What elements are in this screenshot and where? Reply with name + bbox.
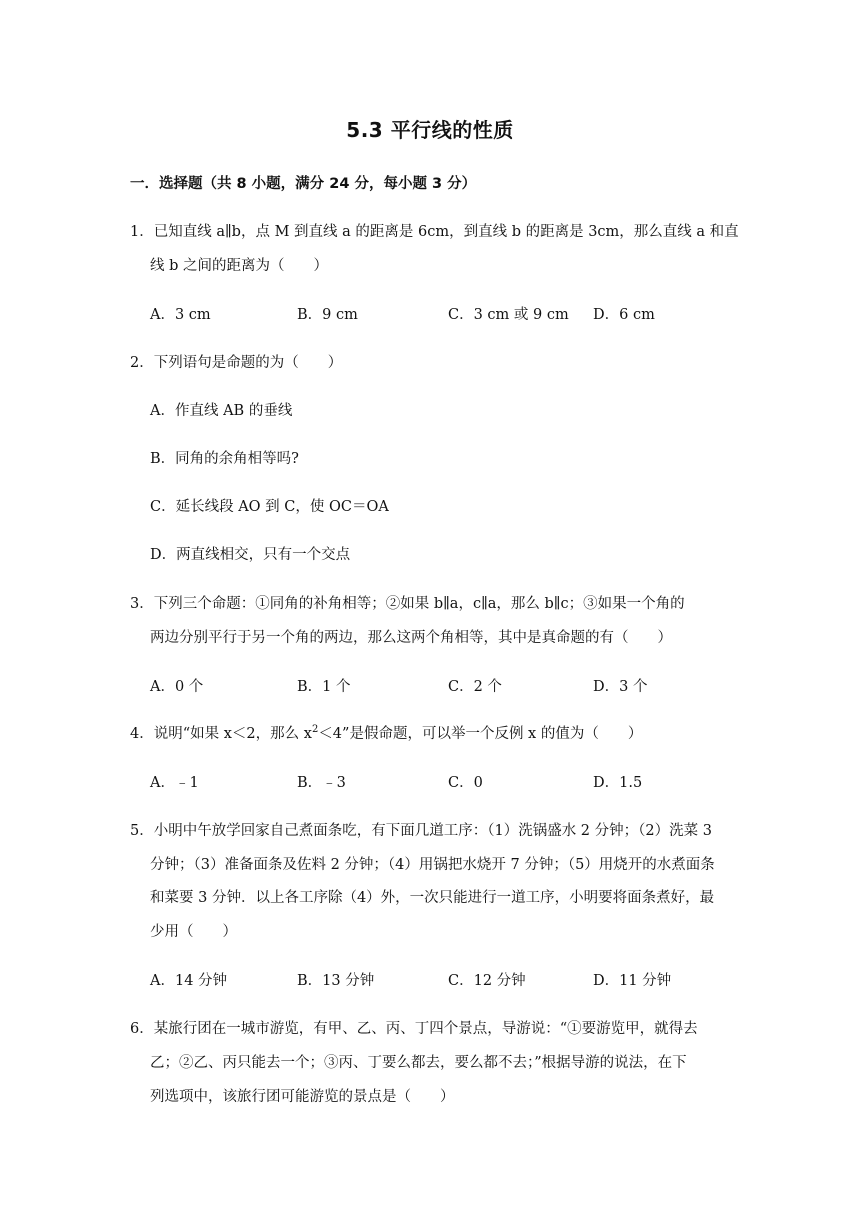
question-4-text-post: ＜4”是假命题，可以举一个反例 x 的值为（ ） <box>318 726 643 742</box>
question-6-line-1: 6．某旅行团在一城市游览，有甲、乙、丙、丁四个景点，导游说：“①要游览甲，就得去 <box>130 1021 698 1037</box>
question-3-line-2: 两边分别平行于另一个角的两边，那么这两个角相等，其中是真命题的有（ ） <box>150 630 672 646</box>
question-5-line-1: 5．小明中午放学回家自己煮面条吃，有下面几道工序：（1）洗锅盛水 2 分钟；（2）洗菜 3 <box>130 823 712 839</box>
question-6-line-2: 乙；②乙、丙只能去一个；③丙、丁要么都去，要么都不去；”根据导游的说法，在下 <box>150 1055 687 1071</box>
question-5-option-b: B．13 分钟 <box>297 973 375 989</box>
question-5-option-a: A．14 分钟 <box>150 973 228 989</box>
question-1-option-c: C．3 cm 或 9 cm <box>448 307 569 323</box>
question-4-option-a: A．﹣1 <box>150 775 199 791</box>
question-1-option-a: A．3 cm <box>150 307 211 323</box>
question-5-option-c: C．12 分钟 <box>448 973 526 989</box>
question-5-line-4: 少用（ ） <box>150 924 237 940</box>
question-3-option-a: A．0 个 <box>150 679 204 695</box>
question-3-line-1: 3．下列三个命题：①同角的补角相等；②如果 b∥a，c∥a，那么 b∥c；③如果一个角的 <box>130 596 685 612</box>
question-3-option-c: C．2 个 <box>448 679 502 695</box>
question-4-option-d: D．1.5 <box>593 775 643 791</box>
question-2-option-a: A．作直线 AB 的垂线 <box>150 403 293 419</box>
question-4-exponent: 2 <box>311 724 319 736</box>
question-1-option-b: B．9 cm <box>297 307 358 323</box>
page-title: 5.3 平行线的性质 <box>346 118 514 142</box>
question-6-line-3: 列选项中，该旅行团可能游览的景点是（ ） <box>150 1089 455 1105</box>
question-2-option-d: D．两直线相交，只有一个交点 <box>150 547 351 563</box>
question-4-line-1 <box>130 722 736 743</box>
question-2-option-b: B．同角的余角相等吗? <box>150 451 299 467</box>
question-3-option-b: B．1 个 <box>297 679 351 695</box>
question-1-option-d: D．6 cm <box>593 307 655 323</box>
question-4-option-c: C．0 <box>448 775 483 791</box>
question-1-line-2: 线 b 之间的距离为（ ） <box>150 258 328 274</box>
question-5-line-2: 分钟；（3）准备面条及佐料 2 分钟；（4）用锅把水烧开 7 分钟；（5）用烧开的水煮面条 <box>150 857 715 873</box>
question-4-option-b: B．﹣3 <box>297 775 346 791</box>
question-1-line-1: 1．已知直线 a∥b，点 M 到直线 a 的距离是 6cm，到直线 b 的距离是 3cm，那么直线 a 和直 <box>130 224 739 240</box>
question-5-option-d: D．11 分钟 <box>593 973 672 989</box>
question-3-option-d: D．3 个 <box>593 679 648 695</box>
question-2-option-c: C．延长线段 AO 到 C，使 OC＝OA <box>150 499 389 515</box>
section-heading: 一．选择题（共 8 小题，满分 24 分，每小题 3 分） <box>130 176 477 192</box>
question-5-line-3: 和菜要 3 分钟．以上各工序除（4）外，一次只能进行一道工序，小明要将面条煮好，最 <box>150 890 715 906</box>
question-2-line-1: 2．下列语句是命题的为（ ） <box>130 355 343 371</box>
question-4-text-pre: 4．说明“如果 x＜2，那么 x <box>130 726 312 742</box>
